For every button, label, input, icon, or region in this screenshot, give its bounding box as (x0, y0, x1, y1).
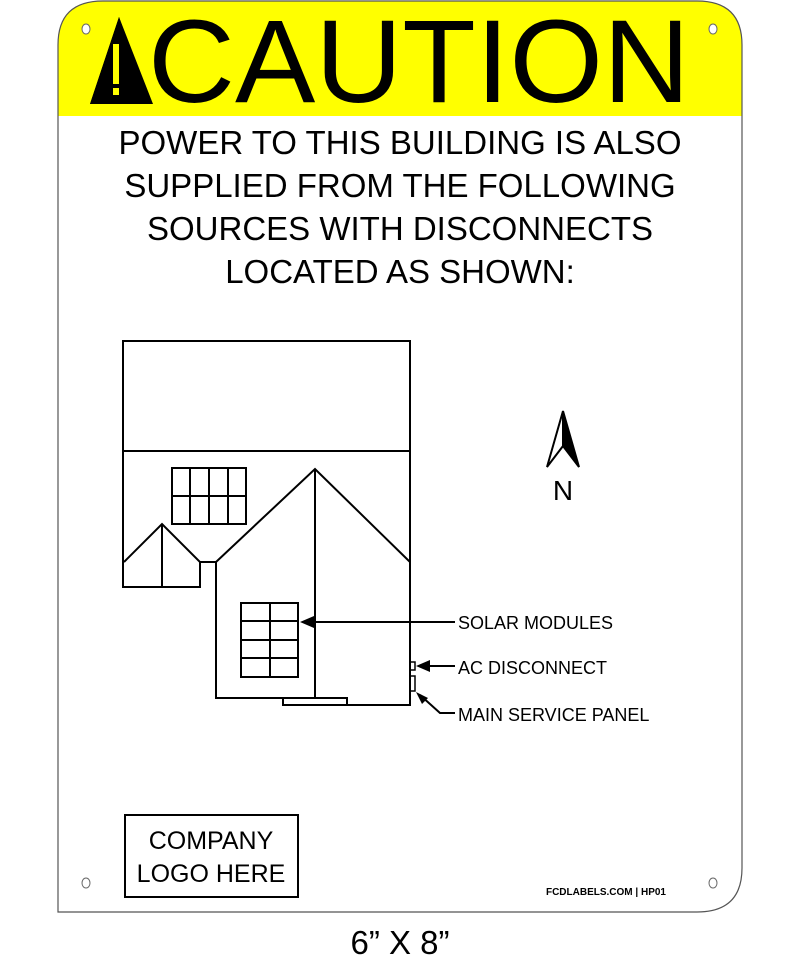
north-label: N (552, 475, 574, 506)
callout-main-service-panel: MAIN SERVICE PANEL (458, 705, 650, 725)
logo-line: LOGO HERE (136, 860, 286, 888)
message-line: LOCATED AS SHOWN: (225, 253, 575, 290)
message-line: POWER TO THIS BUILDING IS ALSO (118, 124, 682, 161)
message-line: SUPPLIED FROM THE FOLLOWING (124, 167, 676, 204)
size-caption: 6” X 8” (350, 924, 450, 961)
footer-code: FCDLABELS.COM | HP01 (545, 887, 666, 898)
message-line: SOURCES WITH DISCONNECTS (146, 210, 654, 247)
logo-line: COMPANY (148, 827, 274, 855)
caution-title: CAUTION (148, 0, 690, 128)
callout-ac-disconnect: AC DISCONNECT (458, 658, 608, 678)
callout-solar-modules: SOLAR MODULES (458, 613, 614, 633)
